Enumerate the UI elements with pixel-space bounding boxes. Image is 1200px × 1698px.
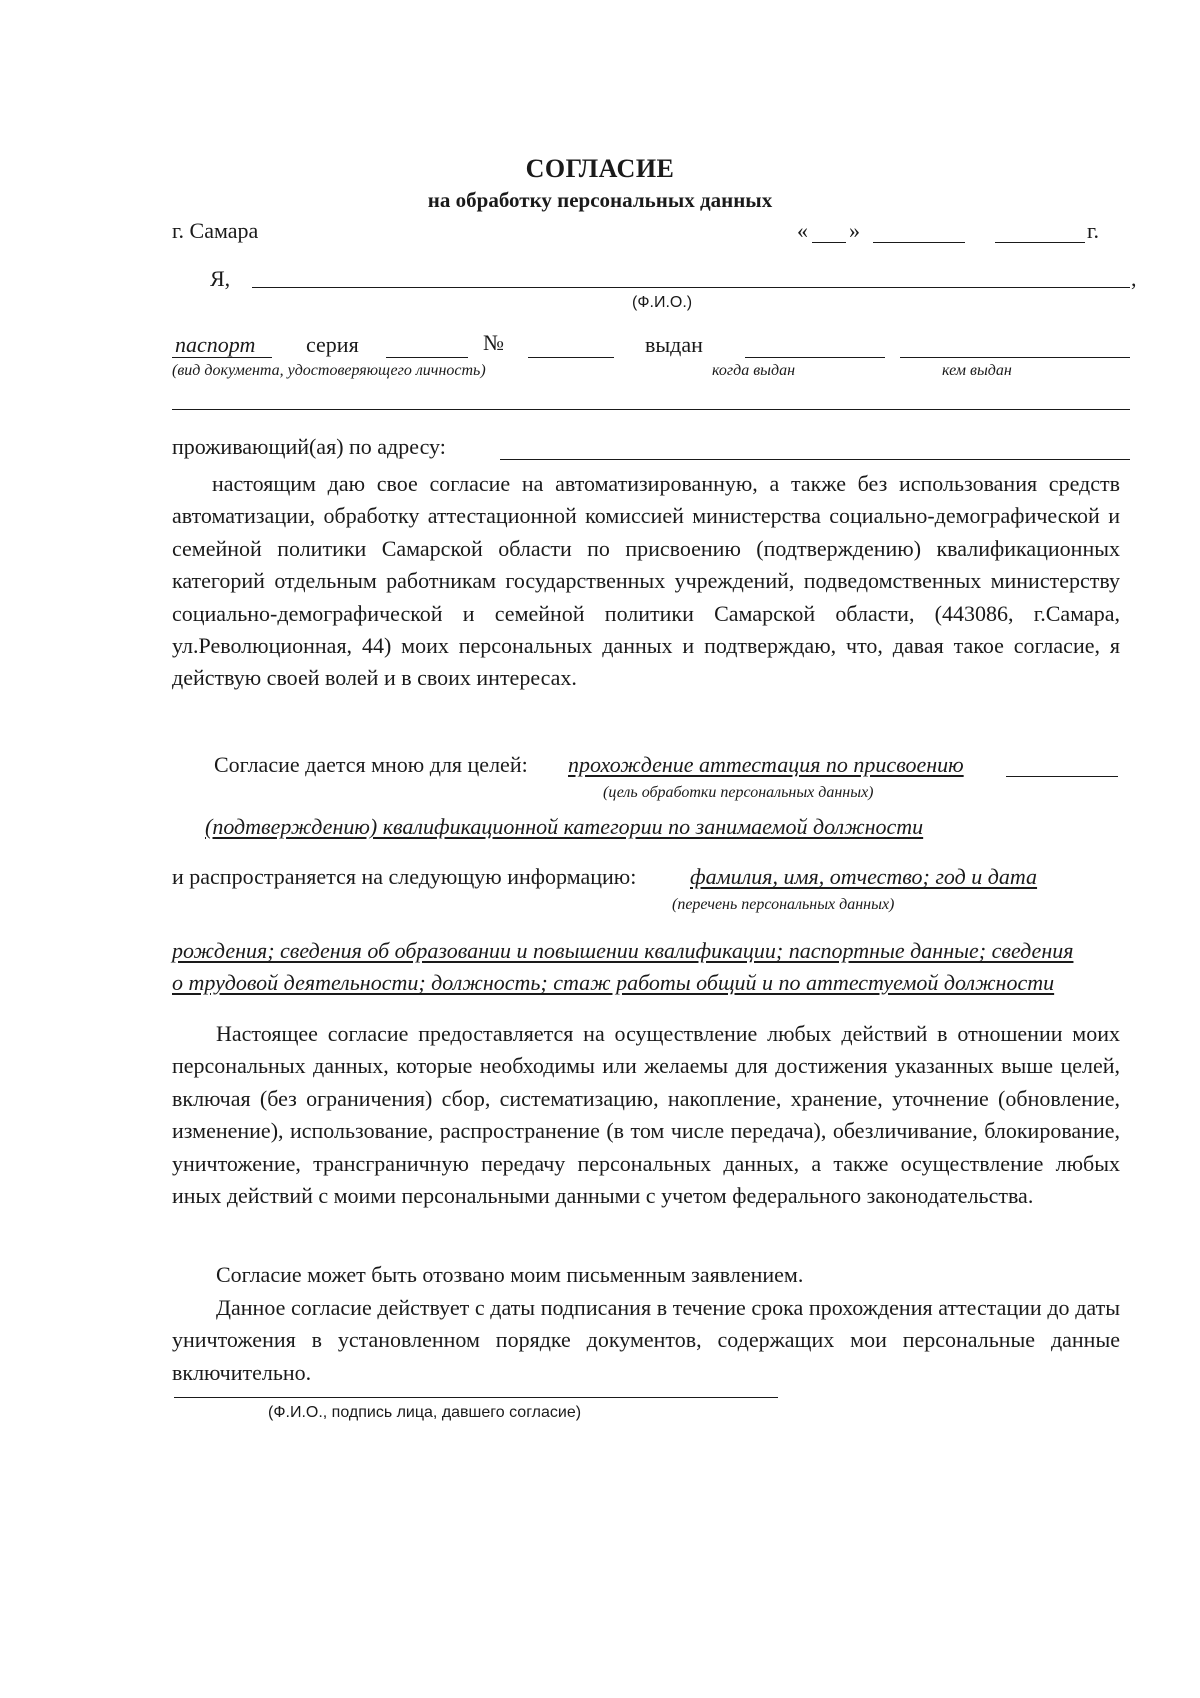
when-issued-caption: когда выдан: [712, 362, 796, 379]
doc-caption: (вид документа, удостоверяющего личность): [172, 362, 486, 379]
purpose-value-line2: (подтверждению) квалификационной категории по занимаемой должности: [205, 814, 924, 839]
number-label: №: [483, 330, 504, 355]
doc-type-value: паспорт: [175, 332, 256, 357]
purpose-underline-tail: [1006, 776, 1118, 777]
number-field[interactable]: [528, 357, 614, 358]
date-open-quote: «: [797, 218, 808, 243]
fio-comma: ,: [1131, 266, 1137, 291]
date-year-field[interactable]: [995, 242, 1085, 243]
series-label: серия: [306, 332, 359, 357]
document-title: СОГЛАСИЕ: [525, 154, 675, 183]
fio-caption: (Ф.И.О.): [632, 294, 693, 311]
issued-label: выдан: [645, 332, 703, 357]
date-close-quote: »: [849, 218, 860, 243]
purpose-value-line1: прохождение аттестация по присвоению: [568, 752, 964, 777]
info-label: и распространяется на следующую информацию:: [172, 864, 637, 889]
issued-by-caption: кем выдан: [942, 362, 1012, 379]
doc-type-underline: [172, 357, 272, 358]
consent-paragraph: настоящим даю свое согласие на автоматизированную, а также без использования средств автоматизации, обработку аттестационной комиссией министерства социально-демографической и семейной политики Самарской области по присвоению (подтверждению) квалификационных категорий отдельным работникам государственных учреждений, подведомственных министерству социально-демографической и семейной политики Самарской области, (443086, г.Самара, ул.Революционная, 44) моих персональных данных и подтверждаю, что, давая такое согласие, я действую своей волей и в своих интересах.: [172, 471, 1120, 691]
revoke-text: Согласие может быть отозвано моим письменным заявлением.: [216, 1262, 804, 1287]
info-value-line2: рождения; сведения об образовании и повышении квалификации; паспортные данные; сведения: [172, 938, 1074, 963]
info-caption: (перечень персональных данных): [672, 896, 895, 913]
signature-field[interactable]: [174, 1397, 778, 1398]
actions-paragraph: Настоящее согласие предоставляется на осуществление любых действий в отношении моих персональных данных, которые необходимы или желаемы для достижения указанных выше целей, включая (без ограничения) сбор, систематизацию, накопление, хранение, уточнение (обновление, изменение), использование, распространение (в том числе передача), обезличивание, блокирование, уничтожение, трансграничную передачу персональных данных, а также осуществление любых иных действий с моими персональными данными с учетом федерального законодательства.: [172, 1021, 1120, 1209]
date-day-field[interactable]: [812, 242, 846, 243]
info-value-line3: о трудовой деятельности; должность; стаж работы общий и по аттестуемой должности: [172, 970, 1055, 995]
year-suffix: г.: [1087, 218, 1100, 243]
ya-label: Я,: [210, 266, 231, 291]
info-value-line1: фамилия, имя, отчество; год и дата: [690, 864, 1038, 889]
document-subtitle: на обработку персональных данных: [427, 188, 773, 212]
issued-date-field[interactable]: [745, 357, 885, 358]
address-field[interactable]: [500, 459, 1130, 460]
address-label: проживающий(ая) по адресу:: [172, 434, 446, 459]
fio-field[interactable]: [252, 287, 1130, 288]
validity-paragraph: Данное согласие действует с даты подписания в течение срока прохождения аттестации до даты уничтожения в установленном порядке документов, содержащих мои персональные данные включительно.: [172, 1295, 1120, 1385]
signature-caption: (Ф.И.О., подпись лица, давшего согласие): [268, 1404, 582, 1421]
purpose-caption: (цель обработки персональных данных): [603, 784, 874, 801]
city-label: г. Самара: [172, 218, 259, 243]
extra-doc-line[interactable]: [172, 409, 1130, 410]
purpose-label: Согласие дается мною для целей:: [214, 752, 528, 777]
date-month-field[interactable]: [873, 242, 965, 243]
issued-by-field[interactable]: [900, 357, 1130, 358]
series-field[interactable]: [386, 357, 468, 358]
